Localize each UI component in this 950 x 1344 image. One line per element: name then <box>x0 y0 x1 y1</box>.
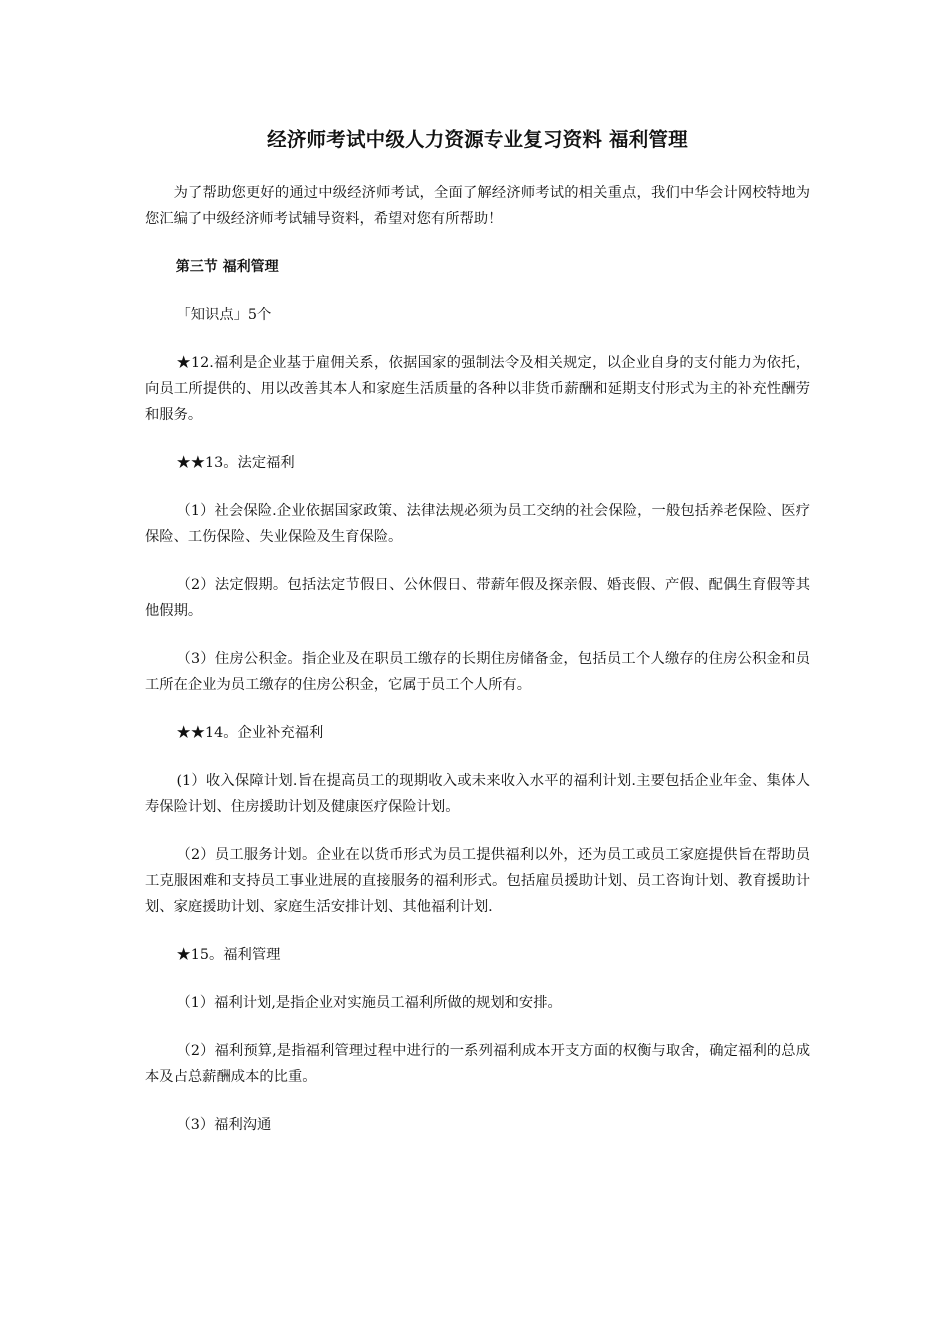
point-15-heading: ★15。福利管理 <box>176 947 281 963</box>
point-13-item-3: （3）住房公积金。指企业及在职员工缴存的长期住房储备金，包括员工个人缴存的住房公积金和员工所在企业为员工缴存的住房公积金，它属于员工个人所有。 <box>145 651 810 693</box>
point-13-heading: ★★13。法定福利 <box>176 455 295 471</box>
point-13-item-1: （1）社会保险.企业依据国家政策、法律法规必须为员工交纳的社会保险，一般包括养老保险、医疗保险、工伤保险、失业保险及生育保险。 <box>145 503 810 545</box>
point-15-item-2: （2）福利预算,是指福利管理过程中进行的一系列福利成本开支方面的权衡与取舍，确定福利的总成本及占总薪酬成本的比重。 <box>145 1043 810 1085</box>
knowledge-points-label: 「知识点」5个 <box>176 307 272 323</box>
point-13-item-2: （2）法定假期。包括法定节假日、公休假日、带薪年假及探亲假、婚丧假、产假、配偶生育假等其他假期。 <box>145 577 810 619</box>
intro-paragraph: 为了帮助您更好的通过中级经济师考试，全面了解经济师考试的相关重点，我们中华会计网校特地为您汇编了中级经济师考试辅导资料，希望对您有所帮助！ <box>145 185 810 227</box>
point-14-item-2: （2）员工服务计划。企业在以货币形式为员工提供福利以外，还为员工或员工家庭提供旨在帮助员工克服困难和支持员工事业进展的直接服务的福利形式。包括雇员援助计划、员工咨询计划、教育援助计划、家庭援助计划、家庭生活安排计划、其他福利计划. <box>145 847 810 915</box>
point-14-item-1: (1）收入保障计划.旨在提高员工的现期收入或未来收入水平的福利计划.主要包括企业年金、集体人寿保险计划、住房援助计划及健康医疗保险计划。 <box>145 773 810 815</box>
document-page <box>145 122 810 1160</box>
document-title: 经济师考试中级人力资源专业复习资料 福利管理 <box>267 128 688 151</box>
point-12-paragraph: ★12.福利是企业基于雇佣关系，依据国家的强制法令及相关规定，以企业自身的支付能力为依托，向员工所提供的、用以改善其本人和家庭生活质量的各种以非货币薪酬和延期支付形式为主的补充性酬劳和服务。 <box>145 355 810 423</box>
section-heading: 第三节 福利管理 <box>175 259 279 275</box>
point-14-heading: ★★14。企业补充福利 <box>176 725 324 741</box>
point-15-item-3: （3）福利沟通 <box>176 1117 272 1133</box>
point-15-item-1: （1）福利计划,是指企业对实施员工福利所做的规划和安排。 <box>176 995 562 1011</box>
